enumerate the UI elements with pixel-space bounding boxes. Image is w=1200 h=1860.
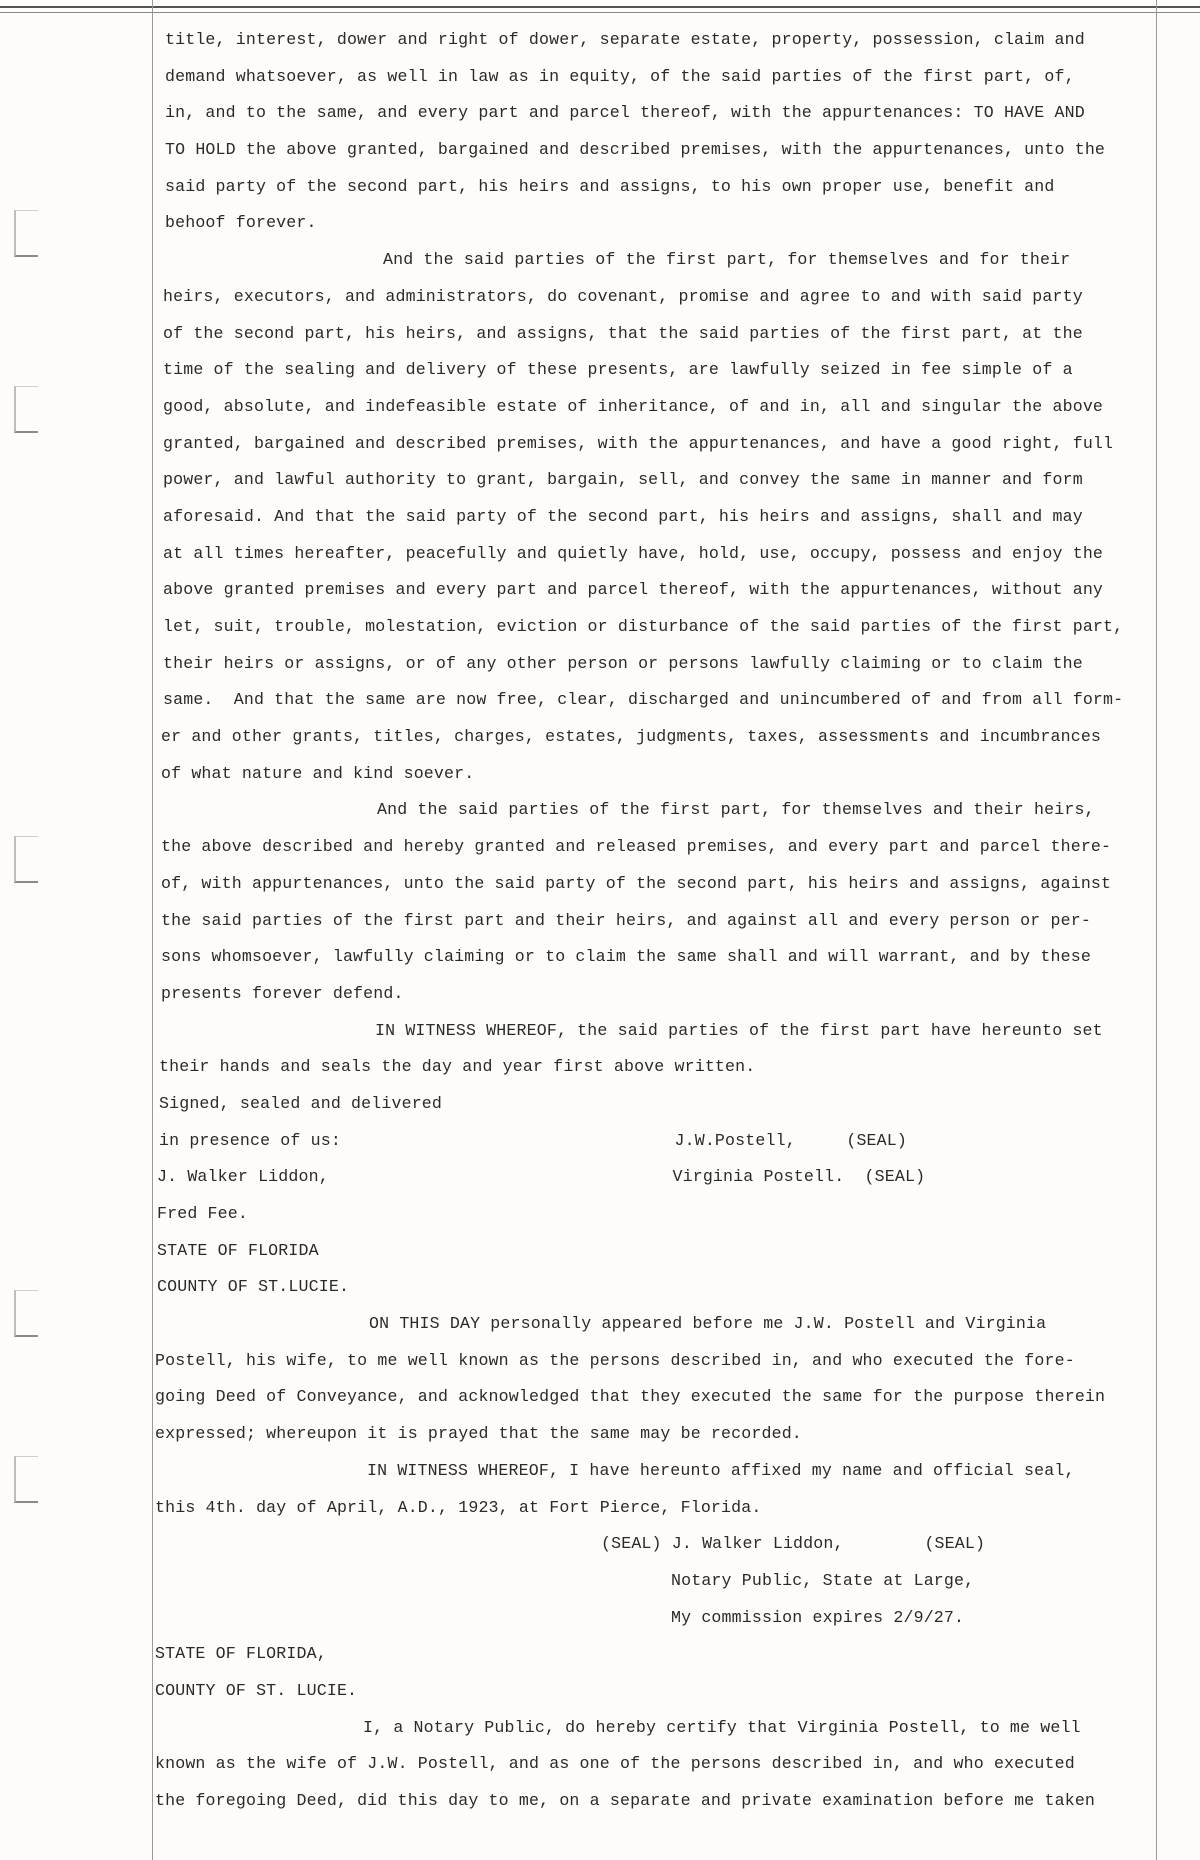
document-line: known as the wife of J.W. Postell, and as one of the persons described in, and who executed	[155, 1754, 1075, 1774]
document-line: title, interest, dower and right of dower, separate estate, property, possession, claim and	[165, 30, 1085, 49]
binder-hole-mark	[14, 836, 38, 883]
document-line: er and other grants, titles, charges, estates, judgments, taxes, assessments and incumbrances	[161, 727, 1102, 747]
page-top-border	[0, 6, 1200, 8]
document-line: at all times hereafter, peacefully and quietly have, hold, use, occupy, possess and enjoy the	[163, 543, 1104, 563]
document-line: power, and lawful authority to grant, bargain, sell, and convey the same in manner and form	[163, 470, 1083, 490]
page-top-border-inner	[0, 12, 1200, 13]
document-line: I, a Notary Public, do hereby certify that Virginia Postell, to me well	[363, 1717, 1081, 1737]
document-line: TO HOLD the above granted, bargained and described premises, with the appurtenances, unto the	[165, 140, 1106, 160]
document-line: sons whomsoever, lawfully claiming or to claim the same shall and will warrant, and by these	[161, 947, 1091, 967]
document-line: the foregoing Deed, did this day to me, on a separate and private examination before me taken	[155, 1791, 1096, 1810]
document-line: COUNTY OF ST. LUCIE.	[155, 1680, 358, 1700]
binder-hole-mark	[14, 386, 38, 433]
binder-hole-mark	[14, 210, 38, 257]
document-line: this 4th. day of April, A.D., 1923, at Fort Pierce, Florida.	[155, 1497, 762, 1517]
document-line: Fred Fee.	[157, 1204, 248, 1223]
document-line: (SEAL) J. Walker Liddon, (SEAL)	[601, 1534, 986, 1554]
document-line: let, suit, trouble, molestation, eviction or disturbance of the said parties of the first part,	[163, 617, 1124, 636]
document-line: said party of the second part, his heirs and assigns, to his own proper use, benefit and	[165, 176, 1055, 196]
document-line: behoof forever.	[165, 213, 317, 233]
right-margin-rule	[1156, 0, 1157, 1860]
document-line: aforesaid. And that the said party of the second part, his heirs and assigns, shall and may	[163, 506, 1083, 526]
document-line: ON THIS DAY personally appeared before me J.W. Postell and Virginia	[369, 1314, 1047, 1334]
document-line: IN WITNESS WHEREOF, I have hereunto affixed my name and official seal,	[367, 1460, 1075, 1480]
document-line: IN WITNESS WHEREOF, the said parties of the first part have hereunto set	[375, 1020, 1103, 1040]
document-line: COUNTY OF ST.LUCIE.	[157, 1277, 350, 1297]
document-line: of, with appurtenances, unto the said party of the second part, his heirs and assigns, against	[161, 873, 1112, 893]
document-line: the said parties of the first part and their heirs, and against all and every person or per-	[161, 910, 1091, 930]
document-line: STATE OF FLORIDA,	[155, 1644, 327, 1664]
document-line: Signed, sealed and delivered	[159, 1093, 443, 1113]
document-line: expressed; whereupon it is prayed that the same may be recorded.	[155, 1424, 802, 1444]
deed-document-text	[155, 22, 1155, 1820]
document-line: granted, bargained and described premises, with the appurtenances, and have a good right, full	[163, 433, 1114, 453]
document-line: of the second part, his heirs, and assigns, that the said parties of the first part, at the	[163, 323, 1083, 343]
document-line: in, and to the same, and every part and parcel thereof, with the appurtenances: TO HAVE AND	[165, 103, 1085, 123]
document-line: above granted premises and every part and parcel thereof, with the appurtenances, without any	[163, 580, 1104, 600]
document-line: good, absolute, and indefeasible estate of inheritance, of and in, all and singular the above	[163, 396, 1104, 416]
document-line: STATE OF FLORIDA	[157, 1240, 319, 1260]
document-line: J. Walker Liddon, Virginia Postell. (SEAL)	[157, 1167, 926, 1187]
document-line: presents forever defend.	[161, 983, 404, 1003]
binder-hole-mark	[14, 1290, 38, 1337]
document-line: same. And that the same are now free, clear, discharged and unincumbered of and from all form-	[163, 690, 1124, 710]
document-line: their heirs or assigns, or of any other person or persons lawfully claiming or to claim the	[163, 653, 1083, 673]
document-line: in presence of us: J.W.Postell, (SEAL)	[159, 1130, 907, 1150]
binder-hole-mark	[14, 1456, 38, 1503]
document-line: Postell, his wife, to me well known as the persons described in, and who executed the fore-	[155, 1350, 1075, 1370]
document-line: My commission expires 2/9/27.	[671, 1607, 965, 1627]
document-line: the above described and hereby granted and released premises, and every part and parcel there-	[161, 837, 1112, 857]
document-line: And the said parties of the first part, for themselves and their heirs,	[377, 800, 1095, 820]
document-line: their hands and seals the day and year first above written.	[159, 1057, 756, 1077]
left-margin-rule	[152, 0, 153, 1860]
document-line: going Deed of Conveyance, and acknowledged that they executed the same for the purpose therein	[155, 1387, 1106, 1407]
document-line: And the said parties of the first part, for themselves and for their	[383, 250, 1071, 270]
document-line: demand whatsoever, as well in law as in equity, of the said parties of the first part, of,	[165, 66, 1075, 86]
document-line: time of the sealing and delivery of these presents, are lawfully seized in fee simple of a	[163, 360, 1073, 380]
document-line: Notary Public, State at Large,	[671, 1570, 975, 1590]
document-line: heirs, executors, and administrators, do covenant, promise and agree to and with said party	[163, 286, 1083, 306]
document-line: of what nature and kind soever.	[161, 763, 475, 783]
